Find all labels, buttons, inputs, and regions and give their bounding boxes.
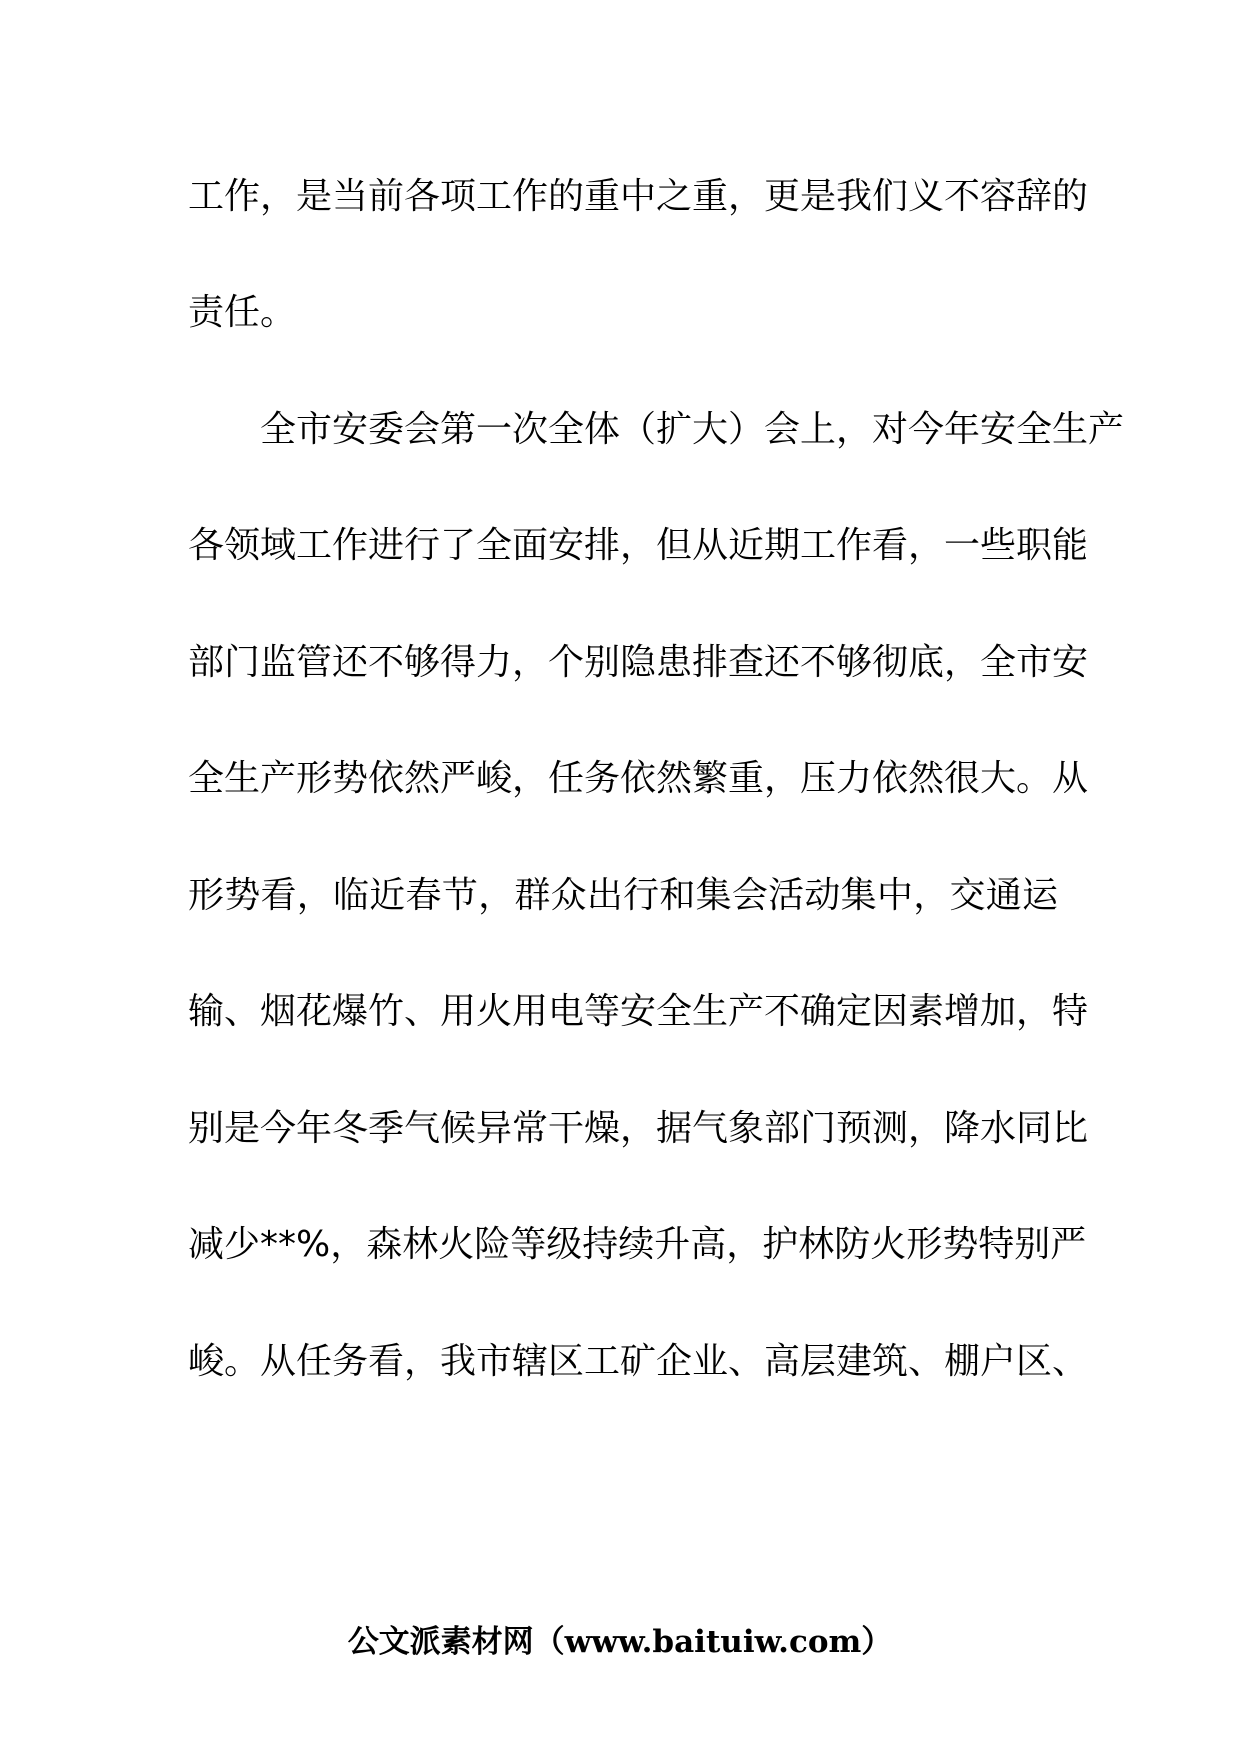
page-footer-watermark: 公文派素材网（www.baituiw.com） <box>347 1624 893 1660</box>
body-text-line: 输、烟花爆竹、用火用电等安全生产不确定因素增加，特 <box>188 991 1089 1032</box>
body-text-line: 峻。从任务看，我市辖区工矿企业、高层建筑、棚户区、 <box>188 1341 1089 1382</box>
body-text-line: 形势看，临近春节，群众出行和集会活动集中，交通运 <box>188 875 1058 916</box>
body-text-line: 工作，是当前各项工作的重中之重，更是我们义不容辞的 <box>188 176 1089 217</box>
body-text-line: 部门监管还不够得力，个别隐患排查还不够彻底，全市安 <box>188 642 1089 683</box>
body-text-line: 全生产形势依然严峻，任务依然繁重，压力依然很大。从 <box>188 758 1089 799</box>
body-text-line: 别是今年冬季气候异常干燥，据气象部门预测，降水同比 <box>188 1108 1089 1149</box>
body-text-line: 各领域工作进行了全面安排，但从近期工作看，一些职能 <box>188 525 1089 566</box>
body-text-line: 全市安委会第一次全体（扩大）会上，对今年安全生产 <box>188 409 1125 450</box>
body-text-line: 减少**%，森林火险等级持续升高，护林防火形势特别严 <box>188 1224 1087 1265</box>
body-text-line: 责任。 <box>188 292 297 333</box>
